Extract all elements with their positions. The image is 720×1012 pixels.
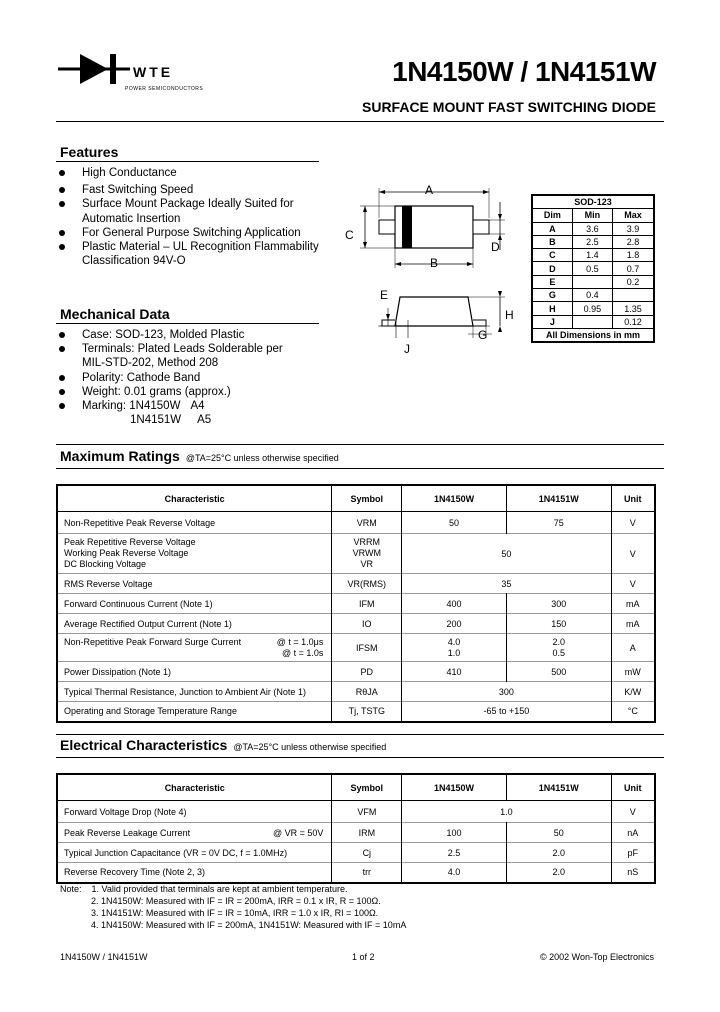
list-item: Terminals: Plated Leads Solderable per MIL-STD-202, Method 208: [57, 342, 283, 370]
col-header: 1N4150W: [402, 774, 507, 801]
dim-label-j: J: [404, 342, 410, 356]
table-row: H 0.95 1.35: [532, 302, 654, 315]
dim-label-a: A: [425, 183, 434, 197]
company-logo: [58, 52, 130, 91]
list-item: Polarity: Cathode Band: [57, 371, 283, 385]
table-row: RMS Reverse Voltage VR(RMS) 35 V: [57, 574, 655, 594]
max-ratings-heading: Maximum Ratings @TA=25°C unless otherwise specified: [60, 448, 339, 464]
logo-subtext: POWER SEMICONDUCTORS: [125, 86, 204, 92]
table-row: Forward Voltage Drop (Note 4) VFM 1.0 V: [57, 801, 655, 823]
list-item: Surface Mount Package Ideally Suited for Automatic Insertion: [57, 197, 319, 225]
dim-col-header: Dim: [532, 209, 572, 222]
col-header: 1N4150W: [402, 485, 507, 512]
list-item: Case: SOD-123, Molded Plastic: [57, 328, 283, 342]
logo-text: WTE: [133, 64, 174, 80]
mechanical-heading: Mechanical Data: [60, 306, 170, 322]
col-header: Unit: [611, 774, 655, 801]
table-row: Power Dissipation (Note 1) PD 410 500 mW: [57, 662, 655, 682]
dim-table-title: SOD-123: [532, 195, 654, 209]
features-rule: [56, 161, 319, 162]
dim-label-d: D: [491, 240, 500, 254]
col-header: Characteristic: [57, 774, 332, 801]
col-header: Symbol: [332, 485, 402, 512]
list-item: For General Purpose Switching Application: [57, 226, 319, 240]
dim-label-e: E: [380, 288, 389, 302]
notes-label: Note:: [60, 884, 82, 894]
max-ratings-condition: @TA=25°C unless otherwise specified: [185, 453, 339, 463]
table-row: Peak Reverse Leakage Current @ VR = 50V IRM 100 50 nA: [57, 823, 655, 843]
col-header: Unit: [611, 485, 655, 512]
table-row: A 3.6 3.9: [532, 222, 654, 235]
elec-heading: Electrical Characteristics @TA=25°C unless otherwise specified: [60, 737, 387, 753]
table-row: E 0.2: [532, 275, 654, 288]
table-row: Reverse Recovery Time (Note 2, 3) trr 4.0 2.0 nS: [57, 863, 655, 883]
table-row: G 0.4: [532, 289, 654, 302]
col-header: Characteristic: [57, 485, 332, 512]
elec-table: [56, 773, 656, 884]
diode-symbol-icon: [58, 52, 130, 86]
table-row: J 0.12: [532, 315, 654, 328]
dim-table-footer: All Dimensions in mm: [532, 328, 654, 342]
section-divider: [56, 444, 664, 445]
max-ratings-table: [56, 484, 656, 723]
list-item: Weight: 0.01 grams (approx.): [57, 385, 283, 399]
section-divider: [56, 734, 664, 735]
table-row: Non-Repetitive Peak Forward Surge Current @ t = 1.0μs @ t = 1.0s IFSM 4.0 1.0 2.0 0.5 A: [57, 634, 655, 662]
mechanical-list: [57, 328, 283, 427]
notes: [60, 883, 406, 931]
footer-part: 1N4150W / 1N4151W: [60, 952, 148, 962]
table-row: D 0.5 0.7: [532, 262, 654, 275]
table-row: Forward Continuous Current (Note 1) IFM 400 300 mA: [57, 594, 655, 614]
col-header: 1N4151W: [506, 774, 611, 801]
section-divider: [56, 757, 664, 758]
table-row: Average Rectified Output Current (Note 1) IO 200 150 mA: [57, 614, 655, 634]
footer-copyright: © 2002 Won-Top Electronics: [539, 952, 654, 962]
note-item: 4. 1N4150W: Measured with IF = 200mA, 1N4151W: Measured with IF = 10mA: [91, 920, 407, 930]
col-header: Symbol: [332, 774, 402, 801]
table-row: Operating and Storage Temperature Range Tj, TSTG -65 to +150 °C: [57, 702, 655, 722]
part-title: 1N4150W / 1N4151W: [392, 56, 656, 87]
table-row: Typical Thermal Resistance, Junction to Ambient Air (Note 1) RθJA 300 K/W: [57, 682, 655, 702]
section-divider: [56, 468, 664, 469]
dim-label-g: G: [478, 328, 488, 342]
note-item: 2. 1N4150W: Measured with IF = IR = 200mA, IRR = 0.1 x IR, R = 100Ω.: [91, 896, 381, 906]
header-rule: [56, 121, 664, 122]
dim-col-header: Min: [572, 209, 612, 222]
list-item: Fast Switching Speed: [57, 183, 319, 197]
dim-label-h: H: [505, 308, 514, 322]
col-header: 1N4151W: [506, 485, 611, 512]
list-item: Plastic Material – UL Recognition Flammability Classification 94V-O: [57, 240, 319, 268]
dim-label-c: C: [345, 228, 354, 242]
table-row: Non-Repetitive Peak Reverse Voltage VRM 50 75 V: [57, 512, 655, 534]
table-row: Peak Repetitive Reverse Voltage Working Peak Reverse Voltage DC Blocking Voltage VRRM VRWM VR 50 V: [57, 534, 655, 574]
list-item: High Conductance: [57, 166, 319, 180]
mechanical-rule: [56, 323, 319, 324]
features-heading: Features: [60, 144, 119, 160]
table-row: B 2.5 2.8: [532, 235, 654, 248]
features-list: [57, 166, 319, 268]
subtitle: SURFACE MOUNT FAST SWITCHING DIODE: [362, 99, 656, 115]
table-row: Typical Junction Capacitance (VR = 0V DC, f = 1.0MHz) Cj 2.5 2.0 pF: [57, 843, 655, 863]
footer-page: 1 of 2: [352, 952, 375, 962]
dim-label-b: B: [430, 256, 439, 270]
table-row: C 1.4 1.8: [532, 249, 654, 262]
note-item: 3. 1N4151W: Measured with IF = IR = 10mA, IRR = 1.0 x IR, RI = 100Ω.: [91, 908, 379, 918]
list-item: Marking: 1N4150W A4 1N4151W A5: [57, 399, 283, 427]
dim-col-header: Max: [613, 209, 654, 222]
elec-condition: @TA=25°C unless otherwise specified: [233, 742, 387, 752]
dimensions-table: [531, 194, 655, 343]
note-item: 1. Valid provided that terminals are kept at ambient temperature.: [91, 884, 348, 894]
